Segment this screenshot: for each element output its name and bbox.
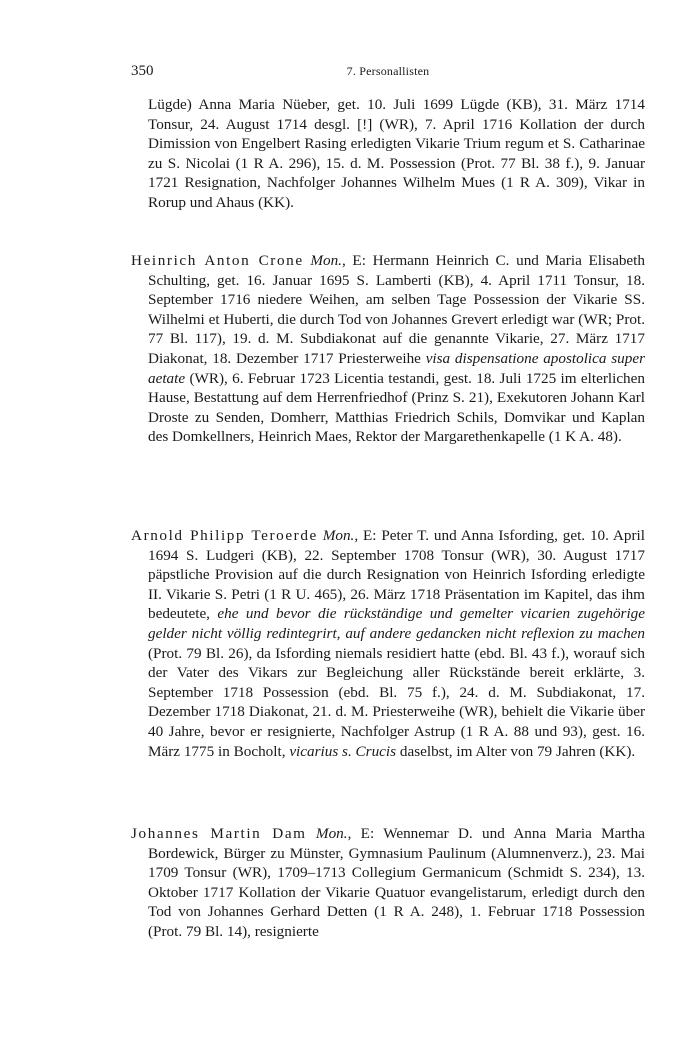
italic-text: vicarius s. Crucis	[289, 742, 397, 760]
person-name: Arnold Philipp Teroerde	[131, 527, 318, 544]
entry-continuation	[131, 95, 645, 213]
italic-text: Mon.	[310, 252, 342, 269]
body-text: (WR), 6. Februar 1723 Licentia testandi, gest. 18. Juli 1725 im elterlichen Hause, Bestattung auf dem Herrenfriedhof (Prinz S. 21), Exekutoren Johann Karl Droste zu Senden, Domherr, Matthias Friedrich Schils, Domvikar und Kaplan des Domkellners, Heinrich Maes, Rektor der Margarethenkapelle (1 K A. 48).	[148, 369, 645, 446]
running-head: 7. Personallisten	[346, 64, 430, 78]
page-number: 350	[131, 63, 154, 79]
body-text: (Prot. 79 Bl. 26), da Isfording niemals residiert hatte (ebd. Bl. 43 f.), worauf sich der Vater des Vikars zur Begleichung aller Rückstände bereit erklärte, 3. September 1718 Possession (ebd. Bl. 75 f.), 24. d. M. Subdiakonat, 17. Dezember 1718 Diakonat, 21. d. M. Priesterweihe (WR), behielt die Vikarie über 40 Jahre, bevor er resignierte, Nachfolger Astrup (1 R A. 88 und 93), gest. 16. März 1775 in Bocholt,	[148, 644, 645, 760]
italic-text: Mon.	[322, 527, 355, 544]
body-text: , E: Wennemar D. und Anna Maria Martha Bordewick, Bürger zu Münster, Gymnasium Paulinum (Alumnenverz.), 23. Mai 1709 Tonsur (WR), 1709–1713 Collegium Germanicum (Schmidt S. 234), 13. Oktober 1717 Kollation der Vikarie Quatuor evangelistarum, erledigt durch den Tod von Johannes Gerhard Detten (1 R A. 248), 1. Februar 1718 Possession (Prot. 79 Bl. 14), resignierte	[148, 825, 645, 940]
body-text: daselbst, im Alter von 79 Jahren (KK).	[396, 742, 636, 760]
entry-johannes-martin-dam	[131, 824, 645, 942]
body-text: Lügde) Anna Maria Nüeber, get. 10. Juli 1699 Lügde (KB), 31. März 1714 Tonsur, 24. August 1714 desgl. [!] (WR), 7. April 1716 Kollation der durch Dimission von Engelbert Rasing erledigten Vikarie Trium regum et S. Catharinae zu S. Nicolai (1 R A. 296), 15. d. M. Possession (Prot. 77 Bl. 38 f.), 9. Januar 1721 Resignation, Nachfolger Johannes Wilhelm Mues (1 R A. 309), Vikar in Rorup und Ahaus (KK).	[148, 96, 645, 211]
italic-text: ehe und bevor die rückständige und gemelter vicarien zugehörige gelder nicht völlig redintegrirt, auf andere gedancken nicht reflexion zu machen	[148, 605, 646, 642]
italic-text: visa dispensatione apostolica super aetate	[148, 349, 645, 387]
body-text: , E: Peter T. und Anna Isfording, get. 10. April 1694 S. Ludgeri (KB), 22. September 1708 Tonsur (WR), 30. August 1717 päpstliche Provision auf die durch Resignation von Heinrich Isfording erledigte II. Vikarie S. Petri (1 R U. 465), 26. März 1718 Präsentation im Kapitel, das ihm bedeutete,	[148, 527, 645, 623]
person-name: Johannes Martin Dam	[131, 825, 307, 842]
italic-text: Mon.	[315, 825, 348, 842]
entry-heinrich-anton-crone	[131, 251, 645, 447]
person-name: Heinrich Anton Crone	[131, 252, 304, 269]
entry-arnold-philipp-teroerde	[131, 526, 645, 761]
body-text: , E: Hermann Heinrich C. und Maria Elisabeth Schulting, get. 16. Januar 1695 S. Lamberti (KB), 4. April 1711 Tonsur, 18. September 1716 niedere Weihen, am selben Tage Possession der Vikarie SS. Wilhelmi et Huberti, die durch Tod von Johannes Grevert erledigt war (WR; Prot. 77 Bl. 117), 19. d. M. Subdiakonat auf die genannte Vikarie, 27. März 1717 Diakonat, 18. Dezember 1717 Priesterweihe	[148, 252, 645, 367]
page-header	[131, 63, 645, 83]
